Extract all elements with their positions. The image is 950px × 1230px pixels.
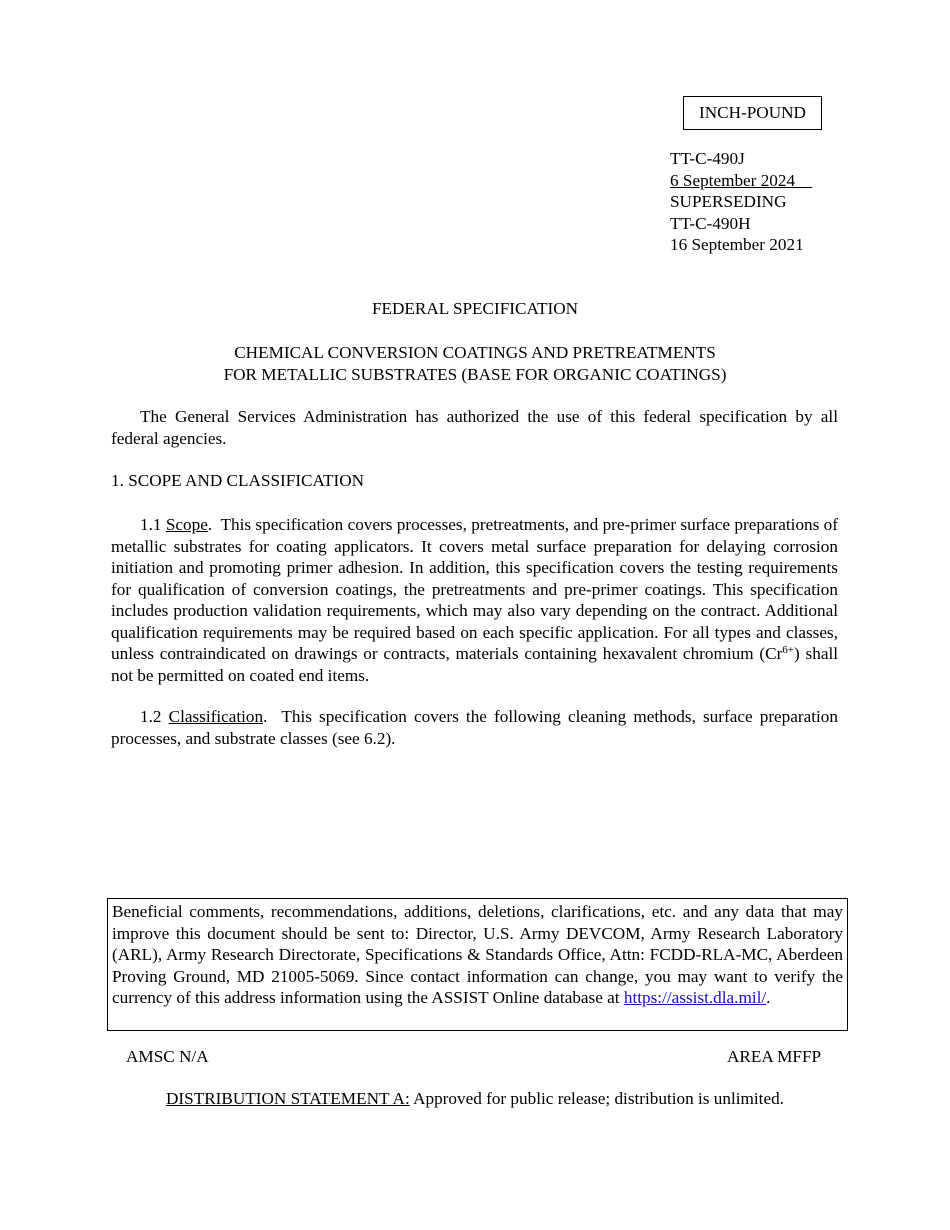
document-identifier-block	[670, 148, 890, 256]
scope-text: This specification covers processes, pretreatments, and pre-primer surface preparations of metallic substrates for coating applicators. It covers metal surface preparation for delaying corrosion initiation and promoting primer adhesion. In addition, this specification covers the testing requirements for qualification of conversion coatings, the pretreatments and pre-primer coatings. This specification includes production validation requirements, which may also vary depending on the contract. Additional qualification requirements may be required based on each specific application. For all types and classes, unless contraindicated on drawings or contracts, materials containing hexavalent chromium (Cr	[111, 515, 838, 663]
classification-paragraph: 1.2 Classification. This specification covers the following cleaning methods, surface preparation processes, and substrate classes (see 6.2).	[111, 707, 838, 748]
scope-superscript: 6+	[782, 644, 795, 656]
area-label: AREA MFFP	[727, 1047, 822, 1066]
scope-number: 1.1	[140, 515, 162, 534]
spec-title-line2: FOR METALLIC SUBSTRATES (BASE FOR ORGANIC COATINGS)	[223, 365, 727, 384]
spec-type-heading: FEDERAL SPECIFICATION	[371, 299, 579, 318]
scope-title: Scope	[165, 515, 208, 534]
section-1-heading: 1. SCOPE AND CLASSIFICATION	[111, 471, 365, 490]
amsc-label: AMSC N/A	[126, 1047, 209, 1066]
comments-box: Beneficial comments, recommendations, additions, deletions, clarifications, etc. and any data that may improve this document should be sent to: Director, U.S. Army DEVCOM, Army Research Laboratory (ARL), Army Research Directorate, Specifications & Standards Office, Attn: FCDD-RLA-MC, Aberdeen Proving Ground, MD 21005-5069. Since contact information can change, you may want to verify the currency of this address information using the ASSIST Online database at https://assist.dla.mil/.	[107, 898, 848, 1031]
superseded-number: TT-C-490H	[670, 213, 751, 233]
comments-text: Beneficial comments, recommendations, additions, deletions, clarifications, etc. and any data that may improve this document should be sent to: Director, U.S. Army DEVCOM, Army Research Laboratory (ARL), Army Research Directorate, Specifications & Standards Office, Attn: FCDD-RLA-MC, Aberdeen Proving Ground, MD 21005-5069. Since contact information can change, you may want to verify the currency of this address information using the ASSIST Online database at	[112, 902, 843, 1007]
superseded-date: 16 September 2021	[670, 235, 804, 255]
distribution-label: DISTRIBUTION STATEMENT A:	[166, 1089, 410, 1108]
assist-link[interactable]: https://assist.dla.mil/	[623, 988, 767, 1007]
document-number: TT-C-490J	[670, 149, 745, 168]
document-date-line	[670, 170, 890, 192]
distribution-statement	[0, 1088, 950, 1110]
intro-paragraph: The General Services Administration has authorized the use of this federal specification by all federal agencies.	[111, 407, 838, 448]
scope-text-end: ) shall not be permitted on coated end items.	[111, 644, 839, 685]
spec-title-line1: CHEMICAL CONVERSION COATINGS AND PRETREATMENTS	[234, 343, 716, 362]
inch-pound-box: INCH-POUND	[683, 96, 822, 130]
scope-paragraph: 1.1 Scope. This specification covers processes, pretreatments, and pre-primer surface preparations of metallic substrates for coating applicators. It covers metal surface preparation for delaying corrosion initiation and promoting primer adhesion. In addition, this specification covers the testing requirements for qualification of conversion coatings, the pretreatments and pre-primer coatings. This specification includes production validation requirements, which may also vary depending on the contract. Additional qualification requirements may be required based on each specific application. For all types and classes, unless contraindicated on drawings or contracts, materials containing hexavalent chromium $(Cr^{6+})$ shall not be permitted on coated end items.	[111, 515, 839, 685]
classification-text: This specification covers the following cleaning methods, surface preparation processes, and substrate classes (see 6.2).	[111, 707, 838, 748]
distribution-text: Approved for public release; distribution is unlimited.	[409, 1089, 784, 1108]
superseding-label: SUPERSEDING	[670, 192, 787, 212]
classification-number: 1.2	[140, 707, 162, 726]
classification-title: Classification	[168, 707, 264, 726]
document-date: 6 September 2024	[670, 170, 796, 190]
